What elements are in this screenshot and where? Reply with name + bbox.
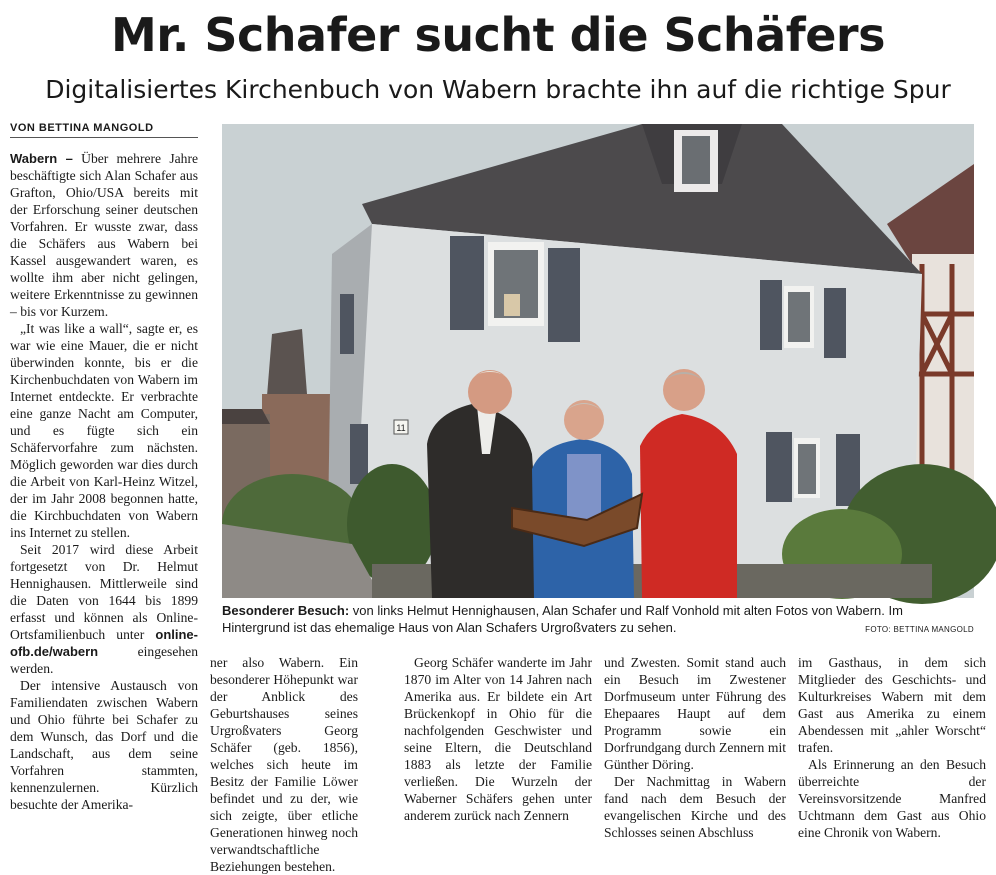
- caption-text: von links Helmut Hennighausen, Alan Schafer und Ralf Vonhold mit alten Fotos von Wabern. Im Hintergrund ist das ehemalige Haus von Alan Schafers Urgroßvaters zu sehen.: [222, 603, 903, 635]
- background-roof: [267, 329, 307, 396]
- paragraph: Der Nachmittag in Wabern fand nach dem Besuch der evangelischen Kirche und des Schlosses seinen Abschluss: [604, 774, 786, 840]
- paragraph: Der intensive Austausch von Familiendaten zwischen Wabern und Ohio führte bei Schafer zu dem Wunsch, das Dorf und die Landschaft, aus dem seine Vorfahren stammten, kennenzulernen. Kürzlich besuchte der Amerika-: [10, 678, 198, 812]
- article-column-3: [404, 654, 592, 834]
- window-right-lower: [766, 432, 860, 506]
- byline: VON BETTINA MANGOLD: [10, 122, 198, 138]
- headline: Mr. Schafer sucht die Schäfers: [110, 8, 885, 62]
- website-link[interactable]: online-ofb.de/wabern: [10, 627, 198, 659]
- paragraph: „It was like a wall“, sagte er, es war wie eine Mauer, die er nicht überwinden konnte, bis er die Kirchenbuchdaten von Wabern im Internet entdeckte. Er verbrachte eine ganze Nacht am Computer, und es fügte sich ein Schäfervorfahre zum nächsten. Möglich geworden war dies durch die Arbeit von Karl-Heinz Witzel, der im Jahr 2008 begonnen hatte, die Kirchbuchdaten von Wabern ins Internet zu stellen.: [10, 321, 198, 540]
- paragraph-text: Seit 2017 wird diese Arbeit fortgesetzt von Dr. Helmut Hennighausen. Mittlerweile sind die Daten von 1644 bis 1899 erfasst und können als Online-Ortsfamilienbuch unter: [10, 542, 198, 642]
- photo-credit: FOTO: BETTINA MANGOLD: [865, 625, 974, 634]
- article-column-4: [604, 654, 786, 840]
- subheadline: Digitalisiertes Kirchenbuch von Wabern brachte ihn auf die richtige Spur: [45, 75, 951, 104]
- paragraph-text: eingesehen werden.: [10, 644, 198, 676]
- caption-lead: Besonderer Besuch:: [222, 603, 350, 618]
- paragraph-text: Über mehrere Jahre beschäftigte sich Alan Schafer aus Grafton, Ohio/USA bereits mit der Erforschung seiner deutschen Vorfahren. Er wusste zwar, dass die Schäfers aus Wabern bei Kassel ausgewandert waren, es wollte ihm aber nicht gelingen, weitere Erkenntnisse zu gewinnen – bis vor Kurzem.: [10, 151, 199, 319]
- house-number: 11: [396, 423, 406, 433]
- paragraph: Georg Schäfer wanderte im Jahr 1870 im Alter von 14 Jahren nach Amerika aus. Er bildete ein Art Brückenkopf in Ohio für die nachfolgenden Geschwister und seine Eltern, die Deutschland 1883 als letzte der Familie verließen. Die Wurzeln der Waberner Schäfers gehen unter anderem zurück nach Zennern: [404, 655, 592, 823]
- article-column-2: [210, 654, 358, 874]
- paragraph: Als Erinnerung an den Besuch überreichte der Vereinsvorsitzende Manfred Uchtmann dem Gast aus Ohio eine Chronik von Wabern.: [798, 757, 986, 840]
- window-right-upper: [760, 280, 846, 358]
- article-column-1: [10, 150, 198, 834]
- article-photo: [222, 124, 974, 598]
- paragraph: [10, 541, 198, 677]
- paragraph: ner also Wabern. Ein besonderer Höhepunkt war der Anblick des Geburtshauses seines Urgroßvaters Georg Schäfer (geb. 1856), welches sich heute im Besitz der Familie Löwer befindet und zu der, wie sich zeigte, über etliche Generationen hinweg noch verwandtschaftliche Beziehungen bestehen.: [210, 655, 358, 874]
- paragraph: und Zwesten. Somit stand auch ein Besuch im Zwestener Dorfmuseum unter Führung des Ehepaares Haupt auf dem Programm sowie ein Dorfrundgang durch Zennern mit Günther Döring.: [604, 655, 786, 772]
- paragraph: im Gasthaus, in dem sich Mitglieder des Geschichts- und Kulturkreises Wabern mit dem Gast aus Amerika zu einem Abendessen mit „ahler Worscht“ trafen.: [798, 655, 986, 755]
- article-column-5: [798, 654, 986, 840]
- dateline: Wabern –: [10, 151, 73, 166]
- paragraph: [10, 150, 198, 320]
